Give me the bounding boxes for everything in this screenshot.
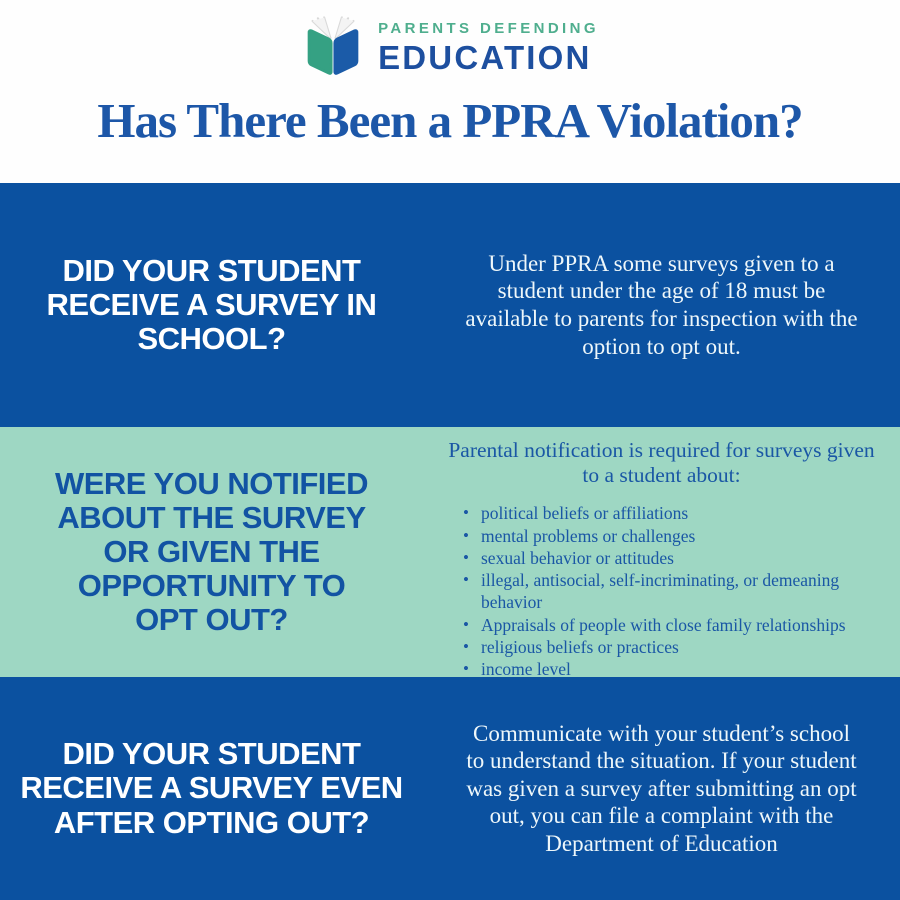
section-1-heading: DID YOUR STUDENT RECEIVE A SURVEY IN SCHOOL? xyxy=(46,252,377,357)
logo-wordmark-top: PARENTS DEFENDING xyxy=(378,20,599,37)
section-after-opt-out xyxy=(0,677,900,900)
section-3-body: Communicate with your student’s school to understand the situation. If your student was given a survey after submitting an opt out, you can file a complaint with the Department of Education xyxy=(466,720,857,856)
list-item: • illegal, antisocial, self-incriminating, or demeaning behavior xyxy=(459,569,864,613)
section-survey-received xyxy=(0,183,900,427)
section-2-heading: WERE YOU NOTIFIED ABOUT THE SURVEY OR GIVEN THE OPPORTUNITY TO OPT OUT? xyxy=(54,465,368,638)
section-3-body-column xyxy=(423,677,900,900)
section-notification xyxy=(0,427,900,677)
section-3-heading-column xyxy=(0,677,423,900)
list-item: • political beliefs or affiliations xyxy=(459,502,864,524)
section-3-heading: DID YOUR STUDENT RECEIVE A SURVEY EVEN AFTER OPTING OUT? xyxy=(20,736,403,840)
list-item: • Appraisals of people with close family relationships xyxy=(459,614,864,636)
page-title: Has There Been a PPRA Violation? xyxy=(97,93,803,148)
section-1-body-column xyxy=(423,183,900,427)
list-item: • mental problems or challenges xyxy=(459,525,864,547)
section-1-body: Under PPRA some surveys given to a student under the age of 18 must be available to parents for inspection with the option to opt out. xyxy=(465,250,858,359)
section-1-heading-column xyxy=(0,183,423,427)
list-item: • religious beliefs or practices xyxy=(459,636,864,658)
logo xyxy=(301,13,599,82)
list-item: • sexual behavior or attitudes xyxy=(459,547,864,569)
section-2-heading-column xyxy=(0,427,423,677)
section-2-body-column xyxy=(423,427,900,677)
survey-topics-list xyxy=(459,502,864,680)
logo-wordmark-bottom: EDUCATION xyxy=(378,39,592,76)
header xyxy=(0,0,900,183)
list-item: • income level xyxy=(459,658,864,680)
open-book-icon xyxy=(301,13,365,82)
section-2-intro: Parental notification is required for surveys given to a student about: xyxy=(448,438,875,487)
logo-wordmark xyxy=(378,21,599,74)
